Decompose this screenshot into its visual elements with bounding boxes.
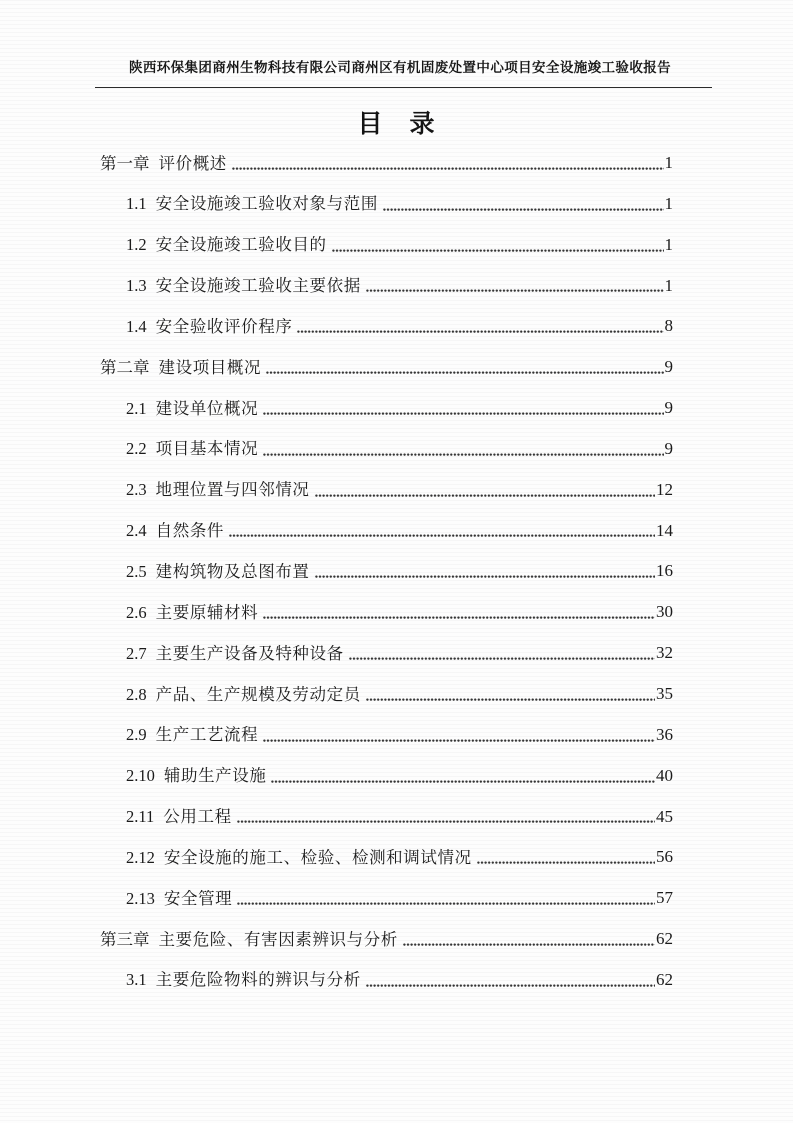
toc-entry-number: 2.7 <box>126 643 147 663</box>
toc-entry-leader-dots <box>315 574 655 579</box>
toc-entry-page: 1 <box>664 193 673 213</box>
toc-entry-title: 地理位置与四邻情况 <box>155 480 310 500</box>
toc-entry-title: 主要原辅材料 <box>155 602 259 622</box>
toc-entry-title: 辅助生产设施 <box>163 766 267 786</box>
toc-entry-number: 1.4 <box>126 316 147 336</box>
toc-entry-leader-dots <box>263 615 655 620</box>
toc-entry <box>100 131 673 172</box>
toc-entry-leader-dots <box>232 166 664 171</box>
toc-entry-leader-dots <box>297 329 663 334</box>
toc-entry-title: 主要生产设备及特种设备 <box>155 643 344 663</box>
toc-entry-leader-dots <box>263 452 663 457</box>
toc-entry-leader-dots <box>366 697 655 702</box>
toc-entry-page: 1 <box>664 234 673 254</box>
toc-entry <box>100 580 673 621</box>
toc-entry-number: 1.2 <box>126 235 147 255</box>
toc-entry <box>100 907 673 948</box>
toc-entry-title: 安全设施的施工、检验、检测和调试情况 <box>163 847 472 867</box>
toc-entry-number: 2.12 <box>126 847 155 867</box>
toc-entry-title: 安全设施竣工验收主要依据 <box>155 276 361 296</box>
toc-entry-title: 建设项目概况 <box>158 357 262 377</box>
toc-entry <box>100 948 673 989</box>
toc-entry-page: 9 <box>664 357 673 377</box>
toc-entry-title: 主要危险、有害因素辨识与分析 <box>158 929 398 949</box>
toc-entry-page: 32 <box>656 643 673 663</box>
toc-entry-leader-dots <box>263 738 655 743</box>
toc-entry <box>100 254 673 295</box>
toc-entry-page: 62 <box>656 969 673 989</box>
page-header-text: 陕西环保集团商州生物科技有限公司商州区有机固废处置中心项目安全设施竣工验收报告 <box>128 60 672 75</box>
toc-entry-number: 2.5 <box>126 561 147 581</box>
toc-entry-leader-dots <box>403 942 655 947</box>
toc-entry-page: 56 <box>656 847 673 867</box>
toc-entry-leader-dots <box>366 983 655 988</box>
toc-entry-title: 安全验收评价程序 <box>155 316 293 336</box>
toc-entry-title: 主要危险物料的辨识与分析 <box>155 970 361 990</box>
toc-entry <box>100 825 673 866</box>
toc-entry-leader-dots <box>266 370 663 375</box>
toc-entry <box>100 539 673 580</box>
toc-entry-page: 45 <box>656 806 673 826</box>
toc-entry <box>100 172 673 213</box>
toc-entry <box>100 294 673 335</box>
toc-entry-title: 评价概述 <box>158 153 227 173</box>
toc-entry-number: 2.4 <box>126 521 147 541</box>
toc-entry-title: 安全设施竣工验收对象与范围 <box>155 194 378 214</box>
toc-entry-page: 62 <box>656 929 673 949</box>
toc-entry <box>100 417 673 458</box>
toc-entry <box>100 662 673 703</box>
toc-entry-title: 安全管理 <box>163 888 233 908</box>
toc-entry-page: 12 <box>656 479 673 499</box>
toc-entry-title: 安全设施竣工验收目的 <box>155 235 327 255</box>
toc-entry <box>100 376 673 417</box>
toc-entry <box>100 744 673 785</box>
toc-entry-leader-dots <box>349 656 655 661</box>
toc-entry <box>100 785 673 826</box>
toc-entry-page: 8 <box>664 316 673 336</box>
toc-title: 目 录 <box>357 111 436 138</box>
toc-entry-number: 2.9 <box>126 725 147 745</box>
toc-entry-leader-dots <box>383 207 664 212</box>
toc-entry-number: 第二章 <box>100 357 150 377</box>
toc-entry-number: 1.1 <box>126 194 147 214</box>
toc-entry-page: 9 <box>664 438 673 458</box>
toc-entry-number: 3.1 <box>126 970 147 990</box>
toc-entry-title: 建构筑物及总图布置 <box>155 561 310 581</box>
toc-entry-number: 第三章 <box>100 929 150 949</box>
toc-entry-page: 1 <box>664 153 673 172</box>
toc-entry <box>100 335 673 376</box>
toc-entry-number: 2.6 <box>126 602 147 622</box>
toc-entry <box>100 213 673 254</box>
toc-entry-page: 35 <box>656 683 673 703</box>
toc-entry-leader-dots <box>477 860 655 865</box>
toc-entry-title: 生产工艺流程 <box>155 725 259 745</box>
toc-entry-leader-dots <box>271 779 655 784</box>
toc-entry-title: 产品、生产规模及劳动定员 <box>155 684 361 704</box>
toc-entry-number: 2.3 <box>126 480 147 500</box>
toc-entry-page: 40 <box>656 765 673 785</box>
toc-entry-leader-dots <box>263 411 663 416</box>
toc-entry-number: 2.11 <box>126 807 155 827</box>
toc-entry-number: 2.13 <box>126 888 155 908</box>
toc-entry-title: 公用工程 <box>163 807 232 827</box>
toc-entry-number: 2.10 <box>126 766 155 786</box>
toc-entry <box>100 703 673 744</box>
toc-entry-page: 16 <box>656 561 673 581</box>
toc-entry-page: 36 <box>656 724 673 744</box>
toc-entry-title: 建设单位概况 <box>155 398 259 418</box>
toc-entry-leader-dots <box>229 533 655 538</box>
toc-entry-title: 自然条件 <box>155 521 225 541</box>
toc-entry-title: 项目基本情况 <box>155 439 259 459</box>
toc-list <box>100 131 673 989</box>
toc-entry-page: 14 <box>656 520 673 540</box>
toc-entry-leader-dots <box>237 819 655 824</box>
toc-entry-number: 2.2 <box>126 439 147 459</box>
toc-entry-page: 9 <box>664 398 673 418</box>
toc-entry-page: 1 <box>664 275 673 295</box>
toc-entry-page: 30 <box>656 602 673 622</box>
toc-entry-number: 1.3 <box>126 276 147 296</box>
header-rule <box>95 87 712 88</box>
toc-entry <box>100 621 673 662</box>
toc-entry-number: 第一章 <box>100 153 150 173</box>
toc-entry-page: 57 <box>656 888 673 908</box>
toc-entry <box>100 458 673 499</box>
toc-entry-leader-dots <box>237 901 655 906</box>
toc-entry-number: 2.8 <box>126 684 147 704</box>
toc-entry-leader-dots <box>366 288 664 293</box>
toc-entry-number: 2.1 <box>126 398 147 418</box>
toc-entry <box>100 499 673 540</box>
toc-entry-leader-dots <box>332 248 664 253</box>
toc-entry <box>100 866 673 907</box>
toc-entry-leader-dots <box>315 493 655 498</box>
